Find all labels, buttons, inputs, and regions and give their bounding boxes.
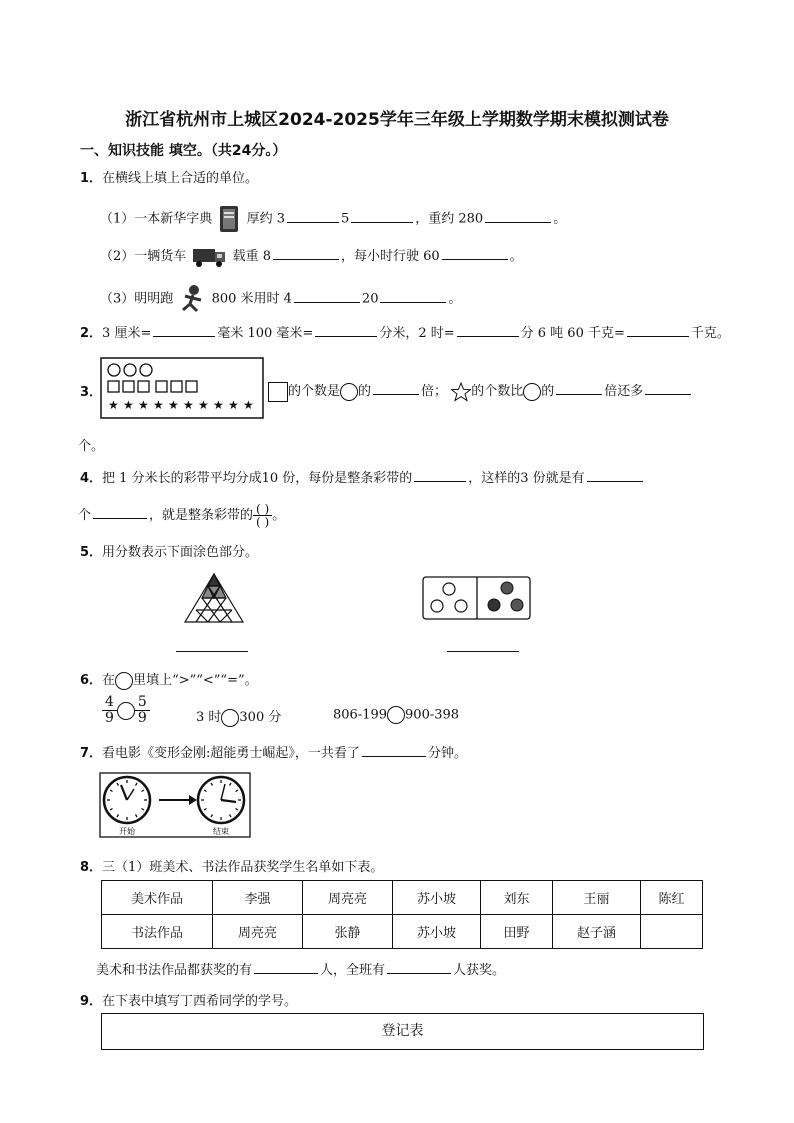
- answer-blank[interactable]: [645, 381, 691, 395]
- question-9: [80, 990, 297, 1009]
- shapes-figure: [100, 357, 264, 419]
- table-cell: 苏小坡: [393, 881, 481, 915]
- star-outline-icon: [451, 382, 471, 402]
- figure-star: ★: [243, 398, 254, 412]
- q1-s1-text-c: 5: [340, 211, 350, 227]
- figure-star: ★: [153, 398, 164, 412]
- fraction-blank[interactable]: [253, 503, 272, 528]
- figure-star: ★: [123, 398, 134, 412]
- q6-item1: [102, 695, 150, 726]
- end-label: 结束: [213, 827, 229, 836]
- q2-text-a: 3 厘米=: [102, 326, 152, 341]
- end-clock: [198, 777, 244, 823]
- circle-icon: [340, 383, 358, 401]
- compare-circle[interactable]: [387, 706, 405, 724]
- question-2: [80, 322, 730, 341]
- answer-blank[interactable]: [351, 209, 413, 223]
- figure-star: ★: [228, 398, 239, 412]
- table-cell: 陈红: [641, 881, 703, 915]
- question-6: [80, 669, 258, 690]
- fraction-numerator: 5: [135, 695, 150, 711]
- figure-star: ★: [213, 398, 224, 412]
- q8-text-b: 人，全班有: [320, 963, 386, 978]
- q5-text: 用分数表示下面涂色部分。: [102, 545, 259, 560]
- q3-text-d: 的个数比: [471, 384, 524, 399]
- fraction-5-9: [135, 695, 150, 726]
- q4-text-e: 。: [272, 508, 286, 523]
- figure-square: [171, 381, 182, 392]
- q8-text-c: 人获奖。: [453, 963, 506, 978]
- figure-square: [123, 381, 134, 392]
- answer-blank[interactable]: [153, 323, 215, 337]
- q1-s1-text-b: 厚约 3: [246, 211, 285, 227]
- compare-circle[interactable]: [117, 702, 135, 720]
- q1-s2-text-d: 。: [509, 249, 523, 264]
- q2-text-c: 分米，2 时=: [379, 326, 455, 341]
- question-4: [80, 467, 645, 486]
- table-cell: 张静: [303, 915, 393, 949]
- fraction-numerator: ( ): [253, 503, 272, 516]
- answer-blank[interactable]: [315, 323, 377, 337]
- figure-star: ★: [168, 398, 179, 412]
- q3-number: 3．: [80, 385, 103, 400]
- q3-tail: 个。: [78, 439, 105, 454]
- circle-icon: [115, 672, 133, 690]
- q6-item3: [333, 706, 459, 724]
- q6-item3-left: 806-199: [333, 707, 388, 723]
- table-row: [102, 915, 703, 949]
- q1-number: 1．: [80, 171, 103, 186]
- q6-item2: [196, 706, 281, 727]
- q1-sub1: [100, 204, 566, 234]
- table-cell: 周亮亮: [213, 915, 303, 949]
- clocks-figure: [99, 772, 251, 838]
- q1-s3-text-d: 。: [448, 291, 462, 307]
- q4-text-d: ，就是整条彩带的: [149, 508, 254, 523]
- q1-s1-text-d: ，重约 280: [415, 211, 484, 227]
- q1-s3-label: （3）明明跑: [100, 291, 174, 307]
- q2-text-b: 毫米 100 毫米=: [217, 326, 314, 341]
- q3-text-c: 倍；: [421, 384, 448, 399]
- figure-star: ★: [108, 398, 119, 412]
- answer-blank[interactable]: [387, 960, 451, 974]
- question-5: [80, 541, 258, 560]
- table-cell: 刘东: [481, 881, 553, 915]
- triangle-figure: [184, 572, 244, 624]
- answer-blank[interactable]: [627, 323, 689, 337]
- figure-circle: [124, 364, 136, 376]
- q6-text-b: 里填上“>”“<”“=”。: [133, 673, 258, 688]
- answer-blank[interactable]: [287, 209, 339, 223]
- answer-blank[interactable]: [373, 381, 419, 395]
- q1-s1-text-e: 。: [553, 211, 567, 227]
- q7-text-a: 看电影《变形金刚:超能勇士崛起》，一共看了: [102, 746, 360, 761]
- q6-text-a: 在: [102, 673, 116, 688]
- q3-text-b: 的: [358, 384, 372, 399]
- question-7: [80, 742, 467, 761]
- figure-star: ★: [138, 398, 149, 412]
- q2-text-d: 分 6 吨 60 千克=: [520, 326, 625, 341]
- figure-square: [186, 381, 197, 392]
- question-8: [80, 856, 383, 875]
- q8-text-a: 美术和书法作品都获奖的有: [96, 963, 253, 978]
- award-table: [101, 880, 703, 949]
- question-3-text: [268, 380, 693, 402]
- figure-circle: [108, 364, 120, 376]
- q6-number: 6．: [80, 673, 103, 688]
- q1-sub3: [100, 284, 461, 314]
- figure-star: ★: [198, 398, 209, 412]
- circle-icon: [523, 383, 541, 401]
- table-cell: 苏小坡: [393, 915, 481, 949]
- figure-square: [138, 381, 149, 392]
- q6-item2-left: 3 时: [196, 710, 222, 725]
- q4-text-a: 把 1 分米长的彩带平均分成10 份，每份是整条彩带的: [102, 471, 413, 486]
- q4-text-c: 个: [78, 508, 92, 523]
- fraction-numerator: 4: [102, 695, 117, 711]
- table-row: [102, 881, 703, 915]
- table-cell: [641, 915, 703, 949]
- figure-square: [108, 381, 119, 392]
- square-icon: [268, 382, 288, 402]
- answer-blank[interactable]: [457, 323, 519, 337]
- section-heading: 一、知识技能 填空。（共24分。）: [80, 143, 287, 159]
- page-title: 浙江省杭州市上城区2024-2025学年三年级上学期数学期末模拟测试卷: [125, 110, 669, 130]
- q4-text-b: ，这样的3 份就是有: [468, 471, 585, 486]
- q6-item2-right: 300 分: [239, 710, 282, 725]
- q1-s1-label: （1）一本新华字典: [100, 211, 213, 227]
- answer-blank[interactable]: [273, 246, 339, 260]
- registration-table-title: 登记表: [101, 1013, 704, 1050]
- answer-blank[interactable]: [362, 743, 426, 757]
- q1-s3-text-b: 800 米用时 4: [211, 291, 292, 307]
- q8-number: 8．: [80, 860, 103, 875]
- table-cell: 赵子涵: [553, 915, 641, 949]
- answer-blank[interactable]: [93, 505, 147, 519]
- q1-s2-label: （2）一辆货车: [100, 249, 187, 264]
- answer-blank[interactable]: [587, 468, 643, 482]
- q7-number: 7．: [80, 746, 103, 761]
- dictionary-icon: [218, 204, 240, 234]
- q1-s3-text-c: 20: [361, 291, 379, 307]
- q1-sub2: [100, 245, 523, 268]
- circles-figure: [422, 576, 532, 620]
- start-label: 开始: [119, 827, 135, 836]
- q8-answer-line: [96, 959, 505, 978]
- q3-text-a: 的个数是: [288, 384, 341, 399]
- start-clock: [104, 777, 150, 823]
- q3-text-f: 倍还多: [604, 384, 644, 399]
- question-4-line2: [78, 503, 285, 528]
- table-cell: 田野: [481, 915, 553, 949]
- q8-text: 三（1）班美术、书法作品获奖学生名单如下表。: [102, 860, 384, 875]
- q3-text-e: 的: [541, 384, 555, 399]
- running-boy-icon: [179, 284, 205, 314]
- q9-number: 9．: [80, 994, 103, 1009]
- q4-number: 4．: [80, 471, 103, 486]
- q1-text: 在横线上填上合适的单位。: [102, 171, 259, 186]
- compare-circle[interactable]: [221, 709, 239, 727]
- fraction-denominator: ( ): [256, 515, 270, 529]
- answer-blank[interactable]: [556, 381, 602, 395]
- q1-s2-text-b: 载重 8: [232, 249, 271, 264]
- q1-s2-text-c: ，每小时行驶 60: [340, 249, 440, 264]
- fraction-denominator: 9: [105, 710, 114, 726]
- answer-blank[interactable]: [294, 289, 360, 303]
- answer-line-triangle[interactable]: [176, 651, 248, 652]
- answer-blank[interactable]: [414, 468, 466, 482]
- figure-circle: [140, 364, 152, 376]
- truck-icon: [192, 246, 226, 268]
- table-cell: 李强: [213, 881, 303, 915]
- q5-number: 5．: [80, 545, 103, 560]
- q2-text-e: 千克。: [690, 326, 730, 341]
- question-1: [80, 167, 258, 186]
- table-cell: 周亮亮: [303, 881, 393, 915]
- q2-number: 2．: [80, 326, 103, 341]
- figure-star: ★: [183, 398, 194, 412]
- q7-text-b: 分钟。: [427, 746, 467, 761]
- answer-blank[interactable]: [380, 289, 446, 303]
- fraction-denominator: 9: [137, 710, 147, 726]
- answer-blank[interactable]: [442, 246, 508, 260]
- table-cell: 美术作品: [102, 881, 213, 915]
- answer-blank[interactable]: [254, 960, 318, 974]
- table-cell: 王丽: [553, 881, 641, 915]
- q9-text: 在下表中填写丁西希同学的学号。: [102, 994, 298, 1009]
- q6-item3-right: 900-398: [405, 707, 460, 723]
- fraction-4-9: [102, 695, 117, 726]
- answer-line-circles[interactable]: [447, 651, 519, 652]
- table-cell: 书法作品: [102, 915, 213, 949]
- figure-square: [156, 381, 167, 392]
- answer-blank[interactable]: [485, 209, 551, 223]
